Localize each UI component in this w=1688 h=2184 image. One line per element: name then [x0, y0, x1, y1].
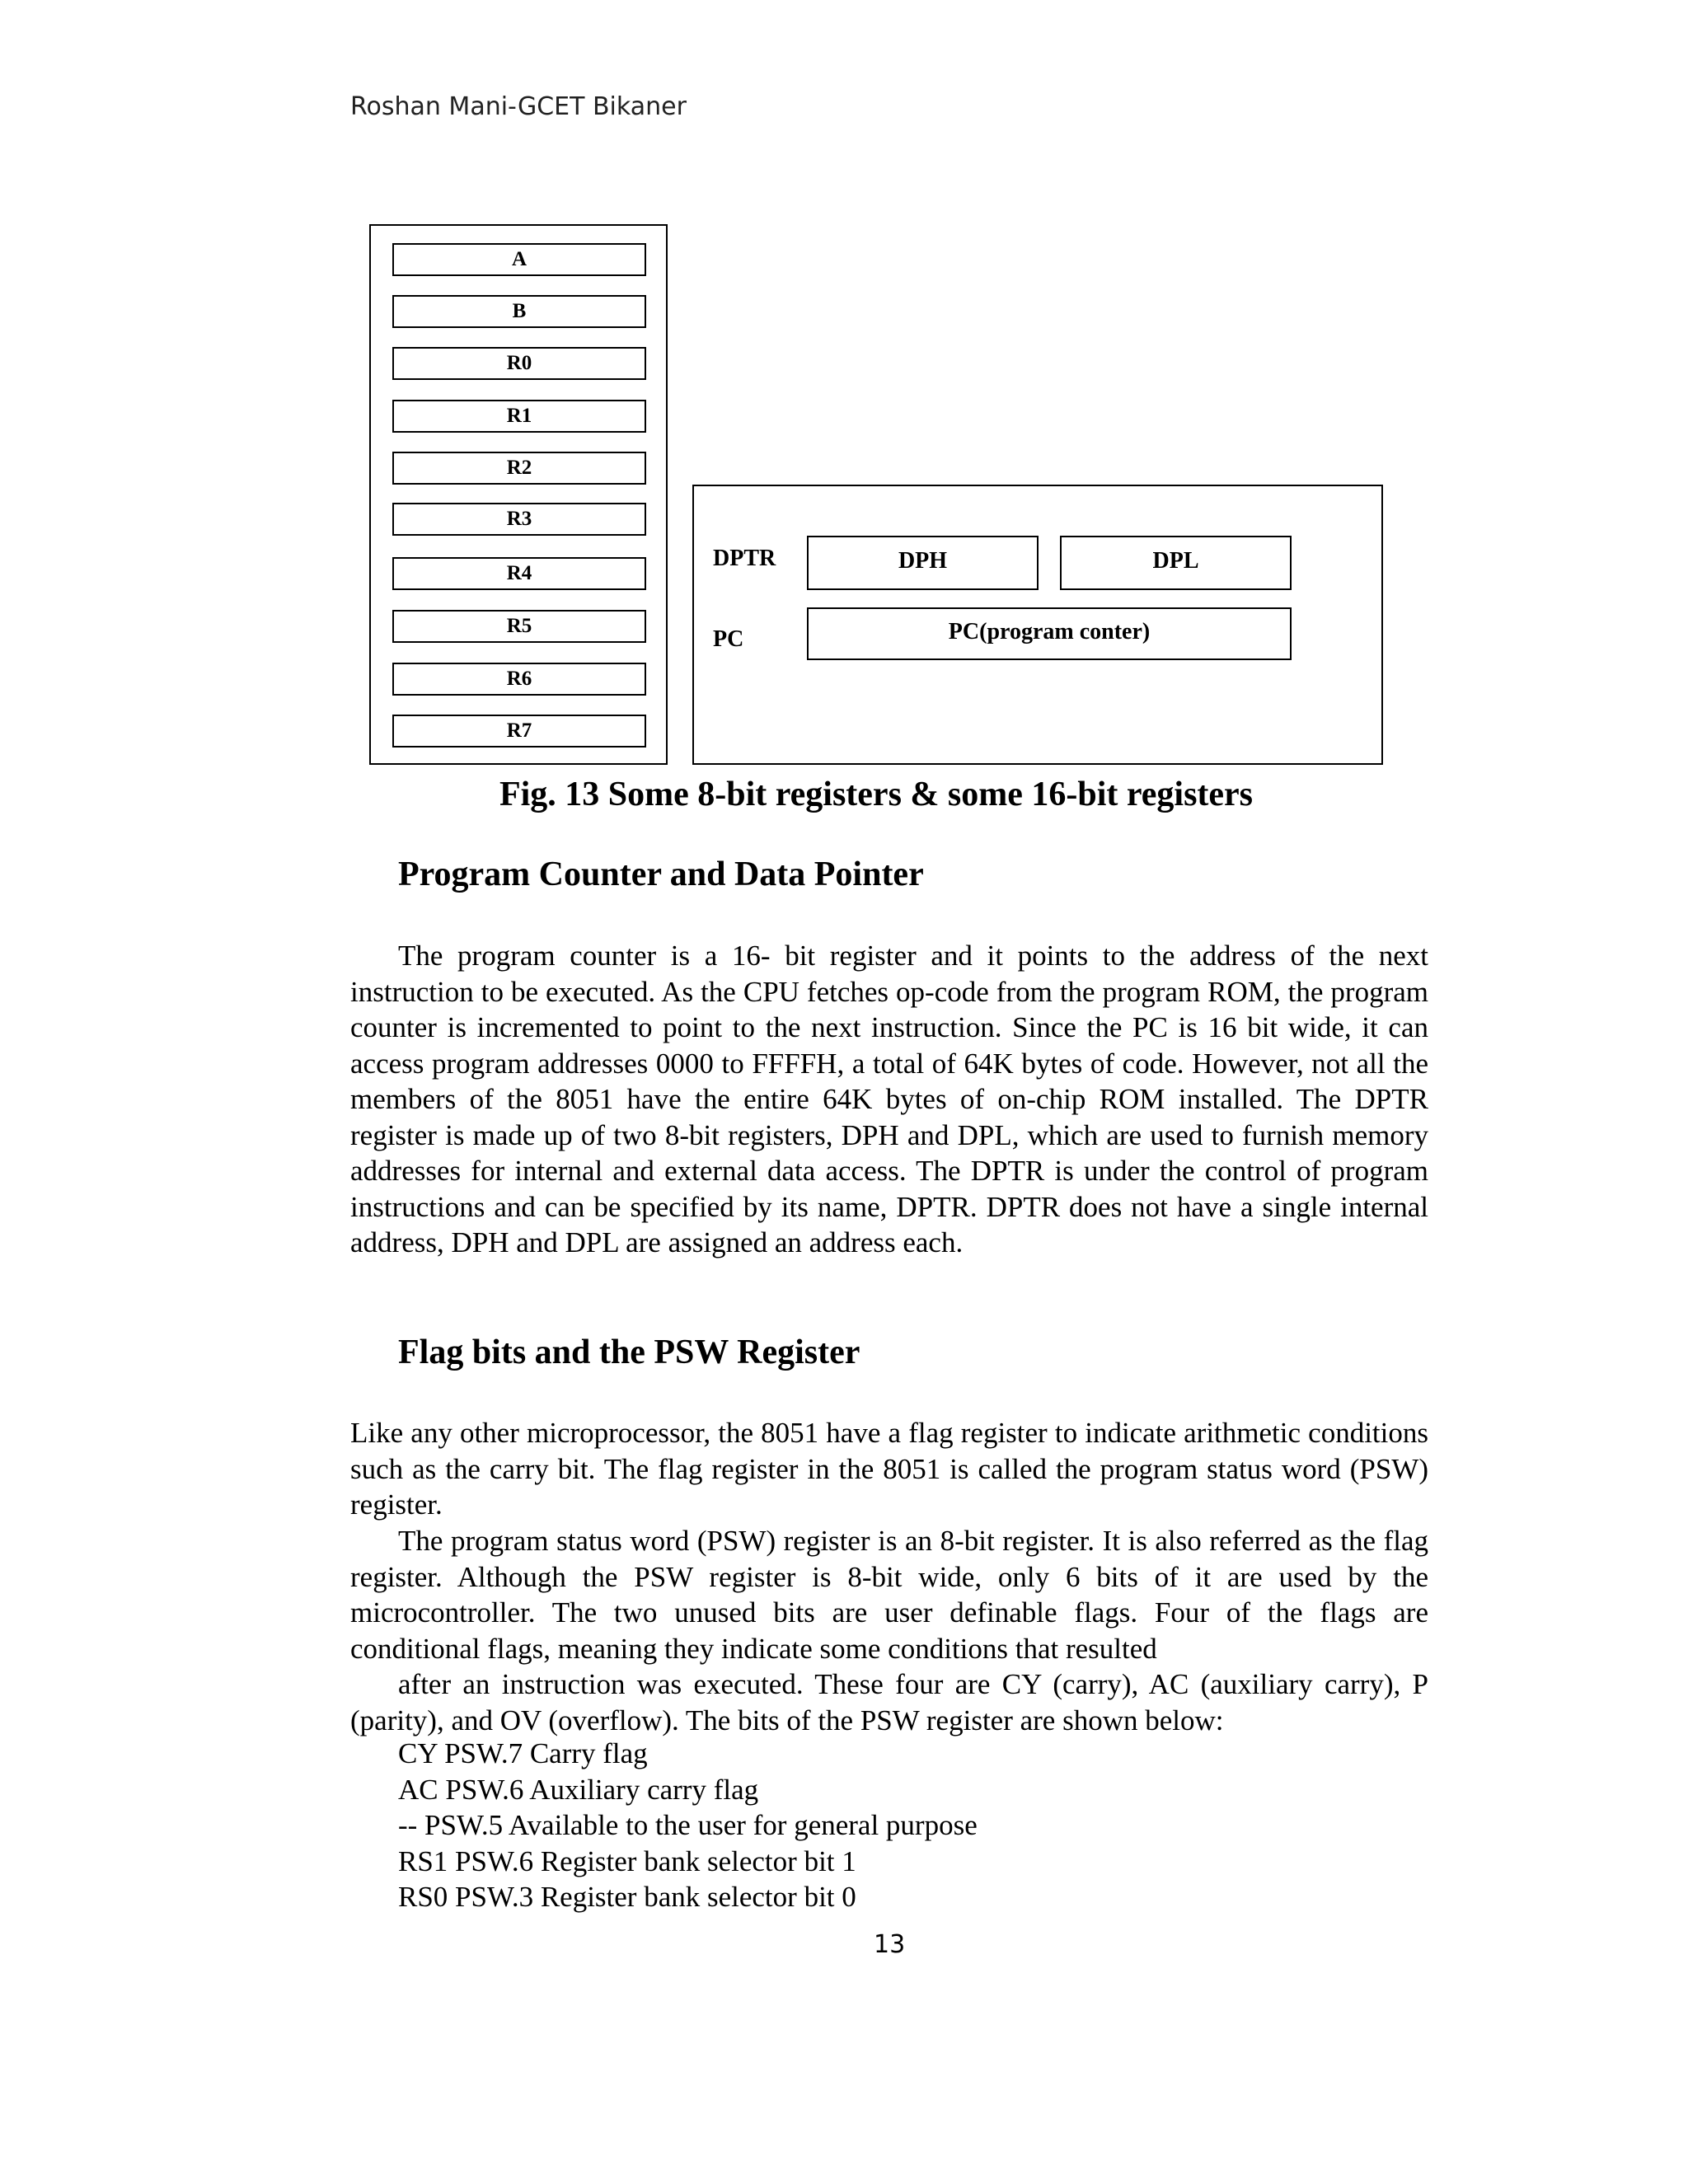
paragraph-program-counter: The program counter is a 16- bit register and it points to the address of the next instruction to be executed. As the CPU fetches op-code from the program ROM, the program counter is incremented to point to the next instruction. Since the PC is 16 bit wide, it can access program addresses 0000 to FFFFH, a total of 64K bytes of code. However, not all the members of the 8051 have the entire 64K bytes of on-chip ROM installed. The DPTR register is made up of two 8-bit registers, DPH and DPL, which are used to furnish memory addresses for internal and external data access. The DPTR is under the control of program instructions and can be specified by its name, DPTR. DPTR does not have a single internal address, DPH and DPL are assigned an address each.: [350, 940, 1428, 1258]
psw-bit-line: RS0 PSW.3 Register bank selector bit 0: [398, 1881, 856, 1913]
dpl-box: DPL: [1060, 536, 1292, 590]
register-r1: R1: [392, 400, 646, 433]
section-heading-program-counter: Program Counter and Data Pointer: [398, 855, 924, 893]
register-r7: R7: [392, 715, 646, 748]
register-r2: R2: [392, 452, 646, 485]
pc-label: PC: [713, 626, 744, 652]
psw-bit-line: CY PSW.7 Carry flag: [398, 1737, 648, 1769]
dph-box: DPH: [807, 536, 1039, 590]
register-r6: R6: [392, 663, 646, 696]
register-r4: R4: [392, 557, 646, 590]
register-a: A: [392, 243, 646, 276]
section-heading-flag-bits: Flag bits and the PSW Register: [398, 1333, 860, 1371]
psw-bit-line: -- PSW.5 Available to the user for general purpose: [398, 1809, 978, 1841]
page-header: Roshan Mani-GCET Bikaner: [350, 92, 687, 121]
register-r3: R3: [392, 503, 646, 536]
psw-bit-line: RS1 PSW.6 Register bank selector bit 1: [398, 1845, 856, 1877]
program-counter-box: PC(program conter): [807, 607, 1292, 660]
page-number: 13: [874, 1930, 906, 1959]
register-r0: R0: [392, 347, 646, 380]
psw-bit-line: AC PSW.6 Auxiliary carry flag: [398, 1774, 759, 1806]
register-r5: R5: [392, 610, 646, 643]
paragraph-psw-flags: after an instruction was executed. These four are CY (carry), AC (auxiliary carry), P (parity), and OV (overflow). The bits of the PSW register are shown below:: [350, 1668, 1428, 1736]
paragraph-psw-description: The program status word (PSW) register is an 8-bit register. It is also referred as the flag register. Although the PSW register is 8-bit wide, only 6 bits of it are used by the microcontroller. The two unused bits are user definable flags. Four of the flags are conditional flags, meaning they indicate some conditions that resulted: [350, 1525, 1428, 1665]
register-b: B: [392, 295, 646, 328]
figure-caption: Fig. 13 Some 8-bit registers & some 16-bit registers: [499, 776, 1254, 813]
paragraph-flag-register: Like any other microprocessor, the 8051 have a flag register to indicate arithmetic conditions such as the carry bit. The flag register in the 8051 is called the program status word (PSW) register.: [350, 1417, 1428, 1521]
dptr-label: DPTR: [713, 546, 776, 571]
